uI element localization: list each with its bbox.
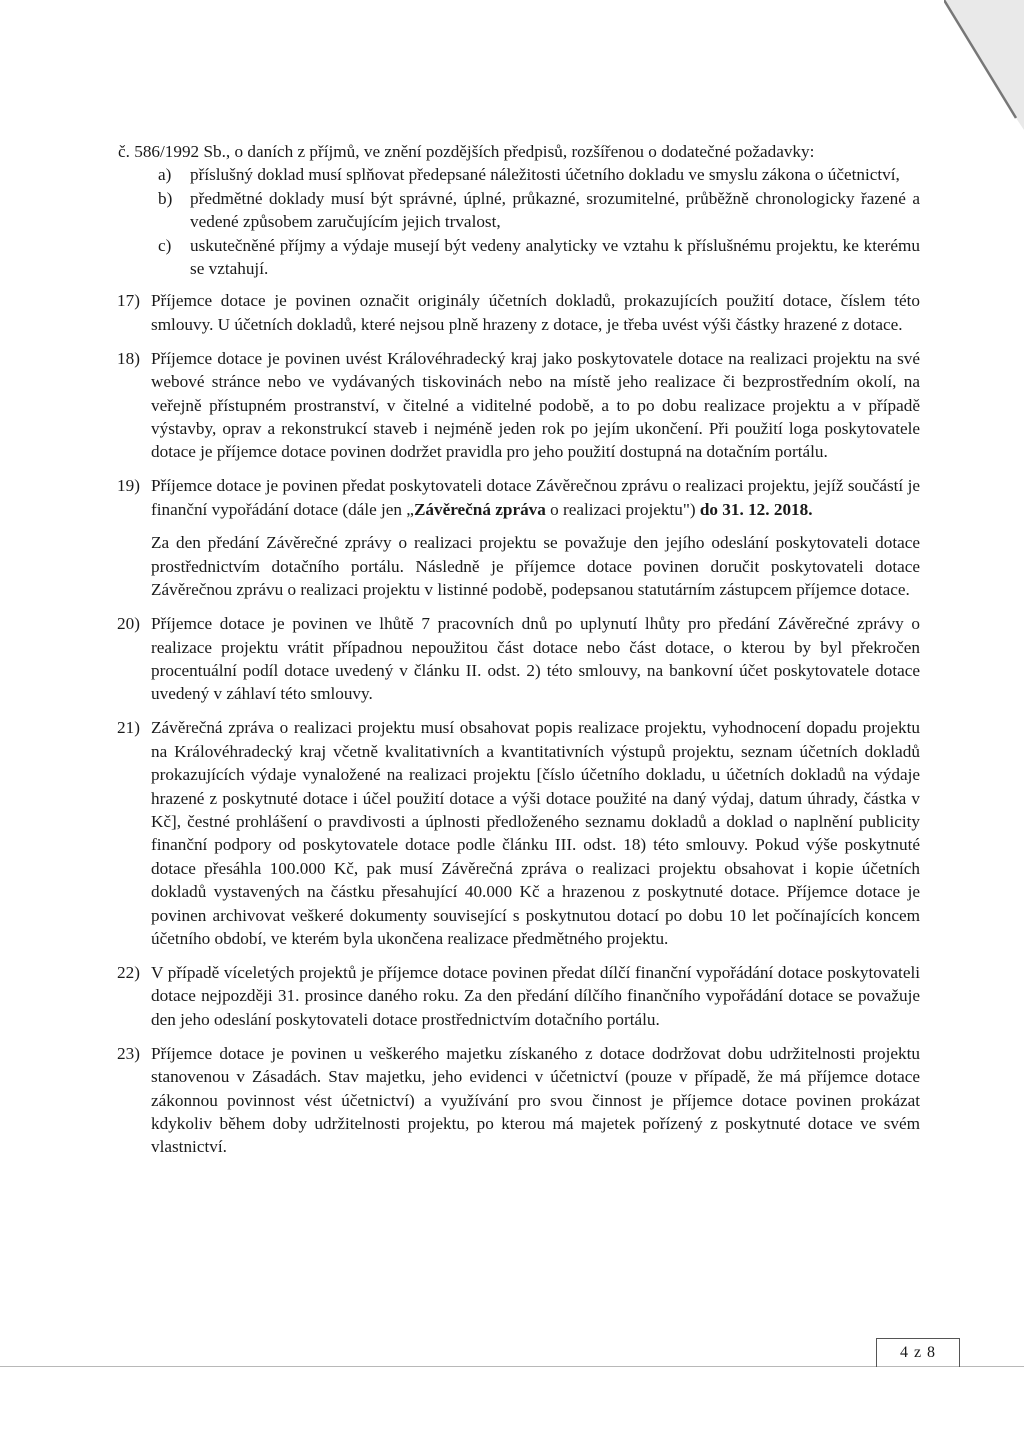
intro-paragraph: č. 586/1992 Sb., o daních z příjmů, ve znění pozdějších předpisů, rozšířenou o dodatečné požadavky: <box>118 142 815 161</box>
clause-text-part: Příjemce dotace je povinen předat poskytovateli dotace Závěrečnou zprávu o realizaci projektu, jejíž součástí je finanční vypořádání dotace (dále jen „ <box>151 476 920 519</box>
clause-17 <box>118 289 920 336</box>
list-item <box>158 163 920 186</box>
clause-text: Závěrečná zpráva o realizaci projektu musí obsahovat popis realizace projektu, vyhodnocení dopadu projektu na Královéhradecký kraj včetně kvalitativních a kvantitativních výstupů projektu, seznam účetních dokladů prokazujících výdaje vynaložené na realizaci projektu [číslo účetního dokladu, u účetních dokladů na výdaje hrazené z poskytnuté dotace i účel použití dotace a výši dotace použité na daný výdaj, datum úhrady, částka v Kč], čestné prohlášení o pravdivosti a úplnosti předloženého seznamu dokladů a doklad o naplnění publicity finanční podpory od poskytovatele dotace podle článku III. odst. 18) této smlouvy. Pokud výše poskytnuté dotace přesáhla 100.000 Kč, pak musí Závěrečná zpráva o realizaci projektu obsahovat i kopie účetních dokladů vystavených na částku přesahující 40.000 Kč a hrazenou z poskytnuté dotace. Příjemce dotace je povinen archivovat veškeré dokumenty související s poskytnutou dotací po dobu 10 let počínajících koncem účetního období, ve kterém byla ukončena realizace předmětného projektu. <box>151 718 920 948</box>
list-item <box>158 234 920 281</box>
document-body <box>118 140 920 1159</box>
clause-text-part: o realizaci projektu") <box>545 499 700 519</box>
clause-18 <box>118 347 920 464</box>
clause-text <box>151 474 920 521</box>
clause-number: 18) <box>117 348 140 368</box>
clause-text: Příjemce dotace je povinen uvést Královéhradecký kraj jako poskytovatele dotace na realizaci projektu na své webové stránce nebo ve vydávaných tiskovinách nebo na místě jeho realizace či bezprostředním okolí, na veřejně přístupném prostranství, v čitelné a viditelné podobě, a to po dobu realizace projektu a v případě výstavby, oprav a rekonstrukcí staveb i nejméně jeden rok po jejím ukončení. Při použití loga poskytovatele dotace je příjemce dotace povinen dodržet pravidla pro jeho použití dostupná na dotačním portálu. <box>151 348 920 462</box>
clause-text: Příjemce dotace je povinen označit originály účetních dokladů, prokazujících použití dotace, číslem této smlouvy. U účetních dokladů, které nejsou plně hrazeny z dotace, je třeba uvést výši částky hrazené z dotace. <box>151 291 920 334</box>
footer-rule <box>0 1366 1024 1367</box>
clause-text: Příjemce dotace je povinen ve lhůtě 7 pracovních dnů po uplynutí lhůty pro předání Závěrečné zprávy o realizace projektu vrátit případnou nepoužitou část dotace nebo část dotace, o kterou by byl překročen procentuální podíl dotace uvedený v článku II. odst. 2) této smlouvy, na bankovní účet poskytovatele dotace uvedený v záhlaví této smlouvy. <box>151 614 920 704</box>
clause-number: 21) <box>117 718 140 738</box>
list-item-text: uskutečněné příjmy a výdaje musejí být vedeny analyticky ve vztahu k příslušnému projektu, ke kterému se vztahují. <box>190 235 920 279</box>
list-item-label: b) <box>158 188 173 208</box>
list-item-label: c) <box>158 235 172 255</box>
report-deadline: do 31. 12. 2018. <box>699 499 813 519</box>
clause-23 <box>118 1042 920 1159</box>
clause-20 <box>118 612 920 706</box>
clause-number: 17) <box>117 291 140 311</box>
clause-19 <box>118 474 920 601</box>
final-report-term: Závěrečná zpráva <box>413 499 546 519</box>
requirements-list <box>118 163 920 280</box>
clause-text: V případě víceletých projektů je příjemce dotace povinen předat dílčí finanční vypořádání dotace poskytovateli dotace nejpozději 31. prosince daného roku. Za den předání dílčího finančního vypořádání dotace se považuje den jeho odeslání poskytovateli dotace prostřednictvím dotačního portálu. <box>151 962 920 1029</box>
clause-21 <box>118 716 920 950</box>
clause-22 <box>118 961 920 1031</box>
scan-corner-mark <box>944 0 1024 130</box>
clause-number: 19) <box>117 476 140 496</box>
list-item-text: předmětné doklady musí být správné, úplné, průkazné, srozumitelné, průběžně chronologicky řazené a vedené způsobem zaručujícím jejich trvalost, <box>190 188 920 232</box>
list-item <box>158 187 920 234</box>
clause-text-paragraph-2: Za den předání Závěrečné zprávy o realizaci projektu se považuje den jejího odeslání poskytovateli dotace prostřednictvím dotačního portálu. Následně je příjemce dotace povinen doručit poskytovateli dotace Závěrečnou zprávu o realizaci projektu v listinné podobě, podepsanou statutárním zástupcem příjemce dotace. <box>151 533 920 600</box>
clause-number: 20) <box>117 614 140 634</box>
clause-number: 23) <box>117 1043 140 1063</box>
list-item-label: a) <box>158 165 172 185</box>
clause-text: Příjemce dotace je povinen u veškerého majetku získaného z dotace dodržovat dobu udržitelnosti projektu stanovenou v Zásadách. Stav majetku, jeho evidenci v účetnictví (pouze v případě, že má příjemce dotace zákonnou povinnost vést účetnictví) a využívání pro svou činnost je příjemce dotace povinen prokázat kdykoliv během doby udržitelnosti projektu, po kterou má majetek pořízený z poskytnuté dotace ve svém vlastnictví. <box>151 1043 920 1157</box>
page-number: 4 z 8 <box>876 1338 960 1367</box>
clause-number: 22) <box>117 962 140 982</box>
list-item-text: příslušný doklad musí splňovat předepsané náležitosti účetního dokladu ve smyslu zákona o účetnictví, <box>190 165 900 185</box>
